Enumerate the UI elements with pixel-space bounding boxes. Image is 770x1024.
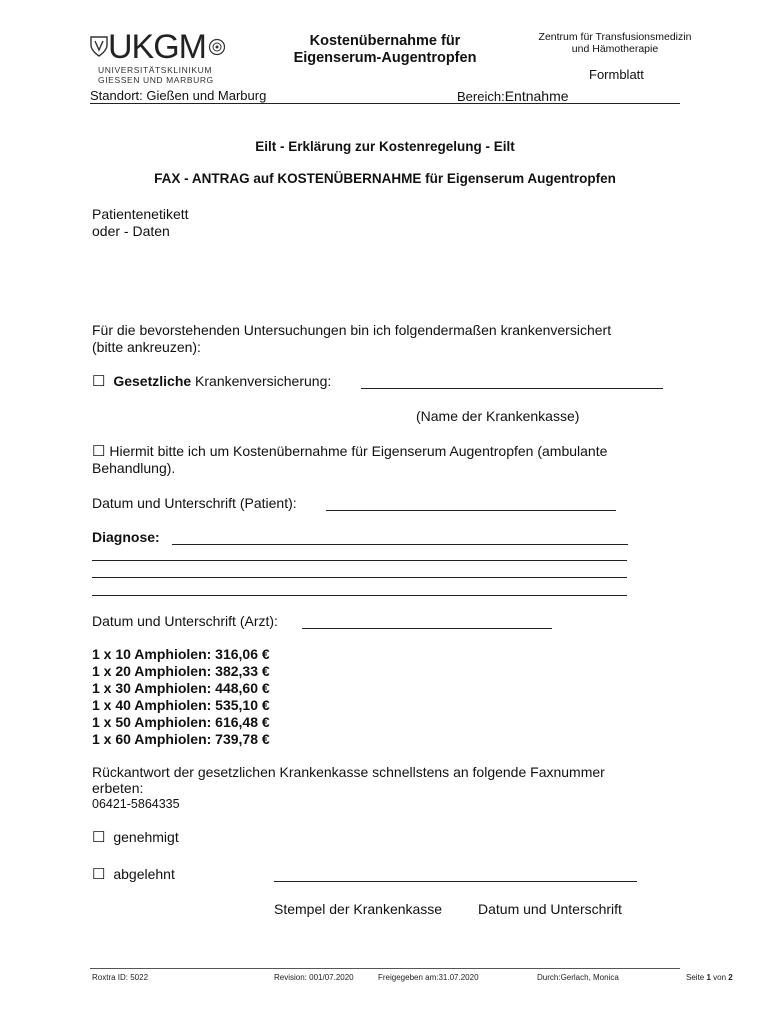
diagnosis-label: Diagnose: [92,529,160,545]
statutory-bold-label: Gesetzliche [113,373,192,389]
request-checkbox[interactable]: ☐ [92,443,106,460]
request-option [92,443,607,477]
logo [90,30,226,85]
insurance-intro-line-1: Für die bevorstehenden Untersuchungen bin ich folgendermaßen krankenversichert [92,322,612,338]
reply-line-2: erbeten: [92,780,144,796]
title-line-2: Eigenserum-Augentropfen [293,50,477,66]
fax-number: 06421-5864335 [92,797,180,811]
patient-label-line-1: Patientenetikett [92,206,189,222]
standort: Standort: Gießen und Marburg [90,88,267,103]
bereich [457,88,569,104]
responsible-person: Durch:Gerlach, Monica [537,973,619,982]
release-date: Freigegeben am:31.07.2020 [378,973,479,982]
headline-fax-request: FAX - ANTRAG auf KOSTENÜBERNAHME für Eigenserum Augentropfen [154,171,616,186]
price-item: 1 x 10 Amphiolen: 316,06 € [92,646,270,662]
document-title [270,33,500,67]
price-item: 1 x 20 Amphiolen: 382,33 € [92,663,270,679]
roxtra-id: Roxtra ID: 5022 [92,973,149,982]
doctor-signature-label: Datum und Unterschrift (Arzt): [92,613,278,629]
rejected-label: abgelehnt [113,866,175,882]
price-item: 1 x 60 Amphiolen: 739,78 € [92,731,270,747]
date-signature-label: Datum und Unterschrift [478,901,622,917]
revision: Revision: 001/07.2020 [274,973,354,982]
page-total: 2 [728,973,733,982]
patient-signature-label: Datum und Unterschrift (Patient): [92,495,297,511]
statutory-rest-label: Krankenversicherung: [191,373,332,389]
crest-icon [90,36,108,58]
insurance-name-caption: (Name der Krankenkasse) [416,408,580,424]
stamp-label: Stempel der Krankenkasse [274,901,443,917]
reply-instruction [92,764,605,796]
patient-label [92,206,189,240]
rejected-option [92,866,175,883]
patient-signature-field[interactable] [326,510,616,511]
diagnosis-line-4[interactable] [92,595,627,596]
diagnosis-line-3[interactable] [92,577,627,578]
bereich-value: Entnahme [504,88,569,104]
doctor-signature-field[interactable] [302,628,552,629]
page-label: Seite [686,973,705,982]
headline-urgent: Eilt - Erklärung zur Kostenregelung - Eilt [255,139,515,154]
page-number: 1 [706,973,711,982]
footer-divider [90,968,680,969]
logo-text: UKGM [108,28,206,66]
form-label: Formblatt [589,67,644,82]
approved-option [92,829,179,846]
logo-subtitle-2: GIESSEN UND MARBURG [98,75,214,85]
price-item: 1 x 50 Amphiolen: 616,48 € [92,714,270,730]
insurance-name-field[interactable] [361,388,663,389]
price-item: 1 x 30 Amphiolen: 448,60 € [92,680,270,696]
diagnosis-line-1[interactable] [172,544,628,545]
diagnosis-line-2[interactable] [92,560,627,561]
price-list [92,646,270,748]
reply-line-1: Rückantwort der gesetzlichen Krankenkasse schnellstens an folgende Faxnummer [92,764,605,780]
price-item: 1 x 40 Amphiolen: 535,10 € [92,697,270,713]
approved-label: genehmigt [113,829,179,845]
patient-label-line-2: oder - Daten [92,223,170,239]
insurance-intro [92,322,611,356]
rejected-checkbox[interactable]: ☐ [92,866,106,883]
insurer-stamp-field[interactable] [274,881,637,882]
insurance-intro-line-2: (bitte ankreuzen): [92,339,201,355]
seal-icon [208,38,226,56]
request-line-2: Behandlung). [92,460,176,476]
statutory-insurance-option [92,373,331,390]
bereich-label: Bereich: [457,89,505,104]
request-line-1: Hiermit bitte ich um Kostenübernahme für Eigenserum Augentropfen (ambulante [109,443,608,459]
page-indicator [686,973,733,982]
logo-subtitle-1: UNIVERSITÄTSKLINIKUM [98,65,213,75]
center-line-1: Zentrum für Transfusionsmedizin [538,31,692,43]
statutory-insurance-checkbox[interactable]: ☐ [92,373,106,390]
title-line-1: Kostenübernahme für [309,33,461,49]
approved-checkbox[interactable]: ☐ [92,829,106,846]
center-line-2: und Hämotherapie [571,43,659,55]
center-name [520,31,710,55]
page-of-label: von [713,973,727,982]
header-divider [90,103,680,104]
